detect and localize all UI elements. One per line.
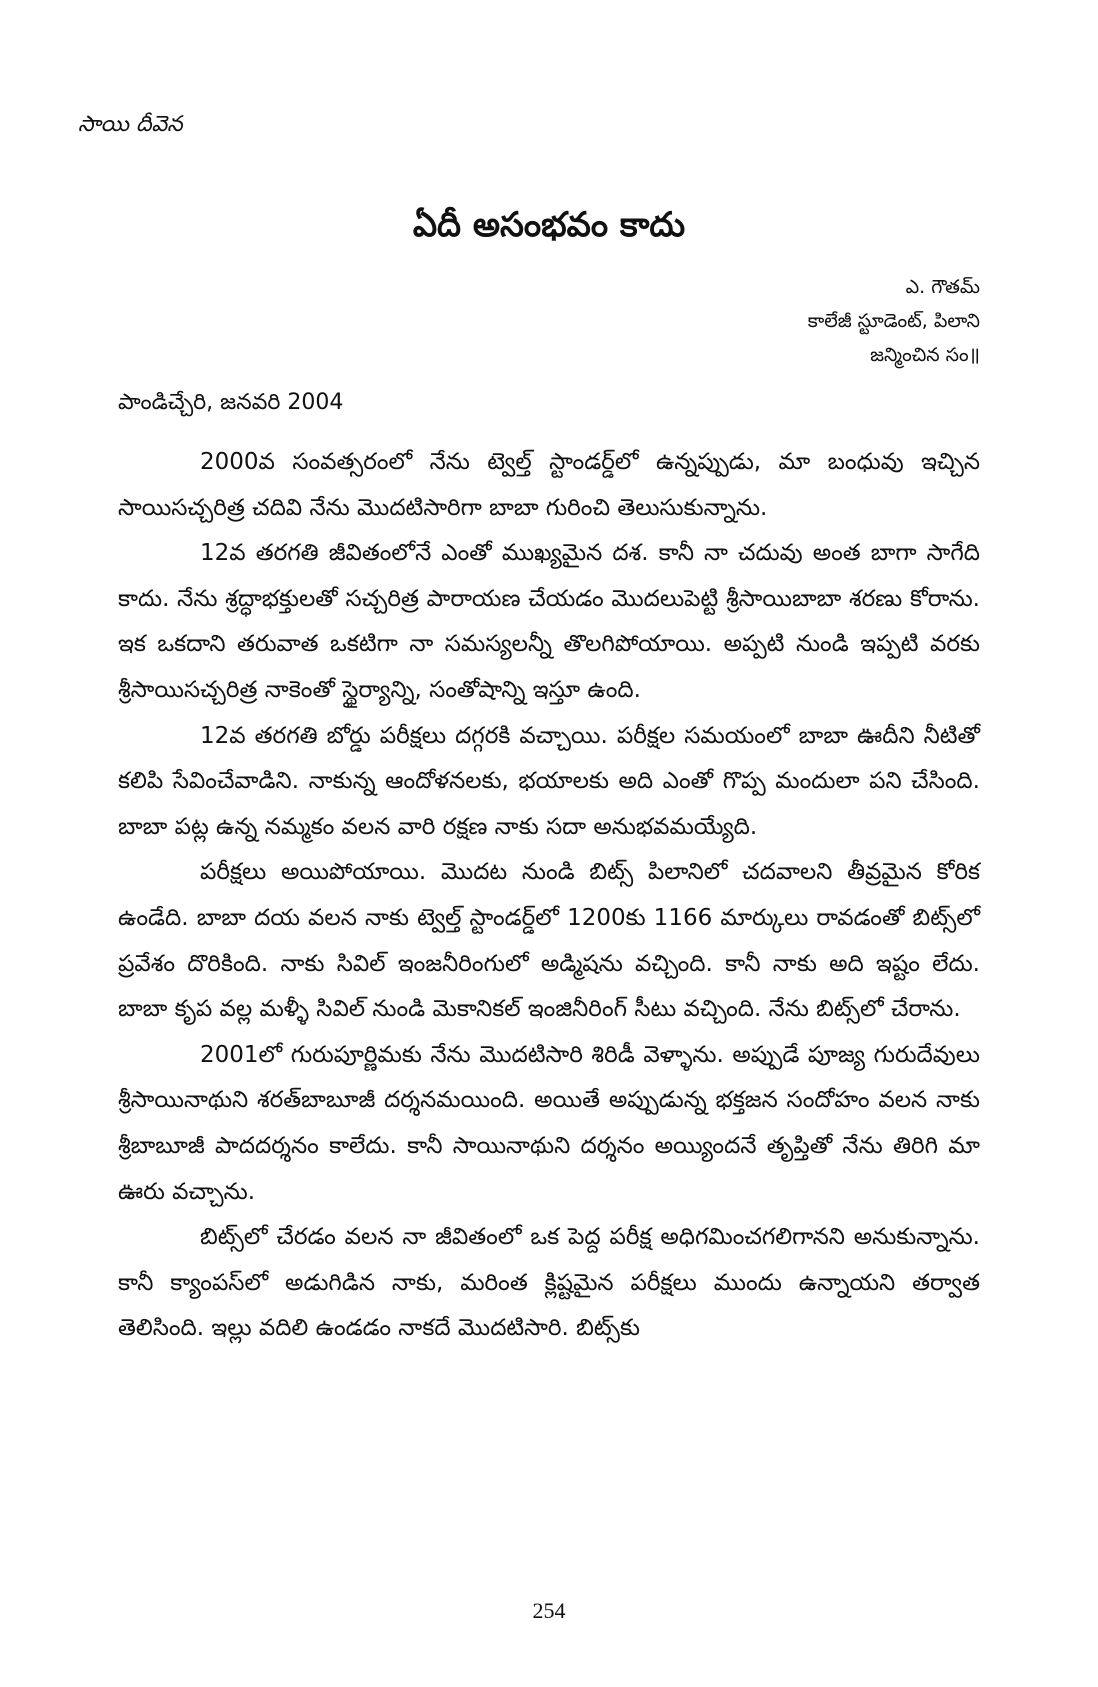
paragraph: 12వ తరగతి బోర్డు పరీక్షలు దగ్గరకి వచ్చాయి. పరీక్షల సమయంలో బాబా ఊదీని నీటితో కలిపి సేవించేవాడిని. నాకున్న ఆందోళనలకు, భయాలకు అది ఎంతో గొప్ప మందులా పని చేసింది. బాబా పట్ల ఉన్న నమ్మకం వలన వారి రక్షణ నాకు సదా అనుభవమయ్యేది. — [118, 722, 980, 840]
running-head: సాయి దీవెన — [78, 112, 183, 137]
chapter-title: ఏదీ అసంభవం కాదు — [412, 205, 686, 245]
author-affiliation: కాలేజీ స్టూడెంట్, పిలాని — [807, 310, 980, 332]
byline — [808, 270, 980, 372]
paragraph: పరీక్షలు అయిపోయాయి. మొదట నుండి బిట్స్ పిలానిలో చదవాలని తీవ్రమైన కోరిక ఉండేది. బాబా దయ వలన నాకు ట్వెల్త్ స్టాండర్డ్‌లో 1200కు 1166 మార్కులు రావడంతో బిట్స్‌లో ప్రవేశం దొరికింది. నాకు సివిల్ ఇంజనీరింగులో అడ్మిషను వచ్చింది. కానీ నాకు అది ఇష్టం లేదు. బాబా కృప వల్ల మళ్ళీ సివిల్ నుండి మెకానికల్ ఇంజినీరింగ్ సీటు వచ్చింది. నేను బిట్స్‌లో చేరాను. — [118, 859, 980, 1023]
author-born: జన్మించిన సం॥ — [870, 344, 980, 366]
page-number: 254 — [532, 1598, 566, 1623]
author-name: ఎ. గౌతమ్ — [905, 276, 980, 298]
paragraph: 2001లో గురుపూర్ణిమకు నేను మొదటిసారి శిరిడీ వెళ్ళాను. అప్పుడే పూజ్య గురుదేవులు శ్రీసాయినాథుని శరత్‌బాబూజీ దర్శనమయింది. అయితే అప్పుడున్న భక్తజన సందోహం వలన నాకు శ్రీబాబూజీ పాదదర్శనం కాలేదు. కానీ సాయినాథుని దర్శనం అయ్యిందనే తృప్తితో నేను తిరిగి మా ఊరు వచ్చాను. — [118, 1041, 980, 1205]
body-text — [118, 440, 980, 1352]
paragraph: 12వ తరగతి జీవితంలోనే ఎంతో ముఖ్యమైన దశ. కానీ నా చదువు అంత బాగా సాగేది కాదు. నేను శ్రద్ధాభక్తులతో సచ్చరిత్ర పారాయణ చేయడం మొదలుపెట్టి శ్రీసాయిబాబా శరణు కోరాను. ఇక ఒకదాని తరువాత ఒకటిగా నా సమస్యలన్నీ తొలగిపోయాయి. అప్పటి నుండి ఇప్పటి వరకు శ్రీసాయిసచ్చరిత్ర నాకెంతో స్థైర్యాన్ని, సంతోషాన్ని ఇస్తూ ఉంది. — [118, 540, 980, 703]
paragraph: బిట్స్‌లో చేరడం వలన నా జీవితంలో ఒక పెద్ద పరీక్ష అధిగమించగలిగానని అనుకున్నాను. కానీ క్యాంపస్‌లో అడుగిడిన నాకు, మరింత క్లిష్టమైన పరీక్షలు ముందు ఉన్నాయని తర్వాత తెలిసింది. ఇల్లు వదిలి ఉండడం నాకదే మొదటిసారి. బిట్స్‌కు — [118, 1224, 980, 1342]
dateline: పాండిచ్చేరి, జనవరి 2004 — [118, 390, 344, 415]
paragraph: 2000వ సంవత్సరంలో నేను ట్వెల్త్ స్టాండర్డ్‌లో ఉన్నప్పుడు, మా బంధువు ఇచ్చిన సాయిసచ్చరిత్ర చదివి నేను మొదటిసారిగా బాబా గురించి తెలుసుకున్నాను. — [118, 449, 980, 521]
